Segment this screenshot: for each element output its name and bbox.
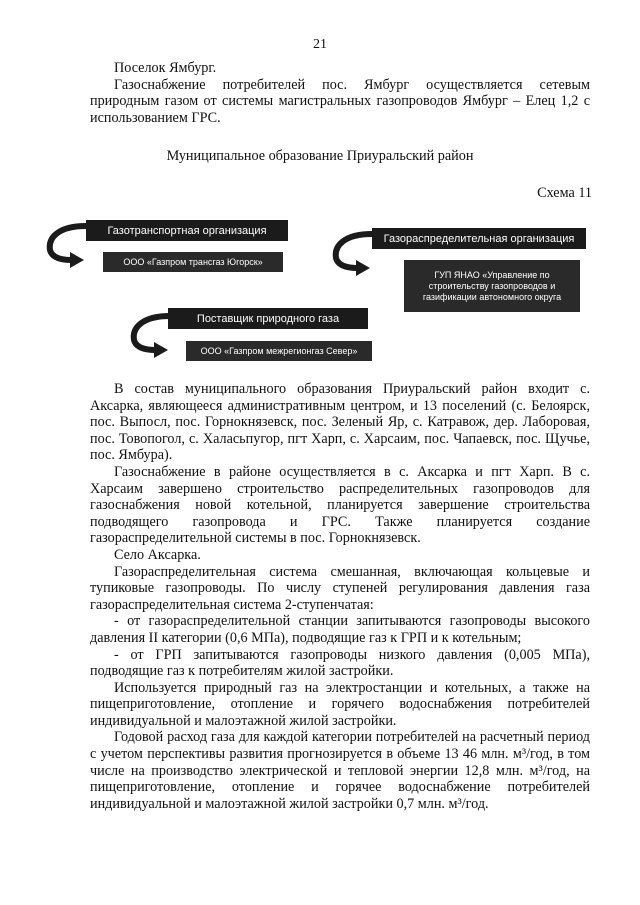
diagram-title-2: Газораспределительная организация xyxy=(372,228,586,249)
diagram-company-2: ГУП ЯНАО «Управление по строительству газопроводов и газификации автономного округа xyxy=(404,260,580,312)
paragraph: Используется природный газ на электростанции и котельных, а также на пищеприготовление, отопление и горячего водоснабжения потребителей индивидуальной и малоэтажной жилой застройки. xyxy=(90,679,590,729)
paragraph: Газораспределительная система смешанная, включающая кольцевые и тупиковые газопроводы. По числу ступеней регулирования давления газа газораспределительная система 2-ступенчатая: xyxy=(90,563,590,613)
body-text xyxy=(90,381,590,812)
paragraph: Газоснабжение в районе осуществляется в с. Аксарка и пгт Харп. В с. Харсаим завершено строительство распределительных газопроводов для газоснабжения новой котельной, планируется завершение строительства подводящего газопровода и ГРС. Также планируется создание газораспределительной системы в пос. Горнокнязевск. xyxy=(90,463,590,547)
paragraph: - от ГРП запитываются газопроводы низкого давления (0,005 МПа), подводящие газ к потребителям жилой застройки. xyxy=(90,646,590,680)
diagram-title-3: Поставщик природного газа xyxy=(168,308,368,329)
section-yamburg xyxy=(90,60,590,126)
diagram-company-3: ООО «Газпром межрегионгаз Север» xyxy=(186,341,372,361)
section-heading: Поселок Ямбург. xyxy=(114,60,217,76)
paragraph: - от газораспределительной станции запитываются газопроводы высокого давления II категории (0,6 МПа), подводящие газ к ГРП и к котельным; xyxy=(90,613,590,646)
page-number: 21 xyxy=(313,37,327,52)
municipality-title: Муниципальное образование Приуральский район xyxy=(166,148,474,164)
diagram-company-1: ООО «Газпром трансгаз Югорск» xyxy=(103,252,283,272)
paragraph: Село Аксарка. xyxy=(114,546,201,563)
diagram-title-1: Газотранспортная организация xyxy=(86,220,288,241)
paragraph: В состав муниципального образования Приуральский район входит с. Аксарка, являющееся административным центром, и 13 поселений (с. Белоярск, пос. Выпосл, пос. Горнокнязевск, пос. Зеленый Яр, с. Катравож, дер. Лаборовая, пос. Товопогол, с. Халасьпугор, пгт Харп, с. Харсаим, пос. Чапаевск, пос. Щучье, пос. Ямбура). xyxy=(90,381,590,464)
section-paragraph: Газоснабжение потребителей пос. Ямбург осуществляется сетевым природным газом от системы магистральных газопроводов Ямбург – Елец 1,2 с использованием ГРС. xyxy=(90,76,590,126)
paragraph: Годовой расход газа для каждой категории потребителей на расчетный период с учетом перспективы развития прогнозируется в объеме 13 46 млн. м³/год, в том числе на производство электрической и тепловой энергии 12,8 млн. м³/год, на пищеприготовление, отопление и горячее водоснабжение потребителей индивидуальной и малоэтажной жилой застройки 0,7 млн. м³/год. xyxy=(90,729,590,812)
scheme-label: Схема 11 xyxy=(537,185,592,201)
